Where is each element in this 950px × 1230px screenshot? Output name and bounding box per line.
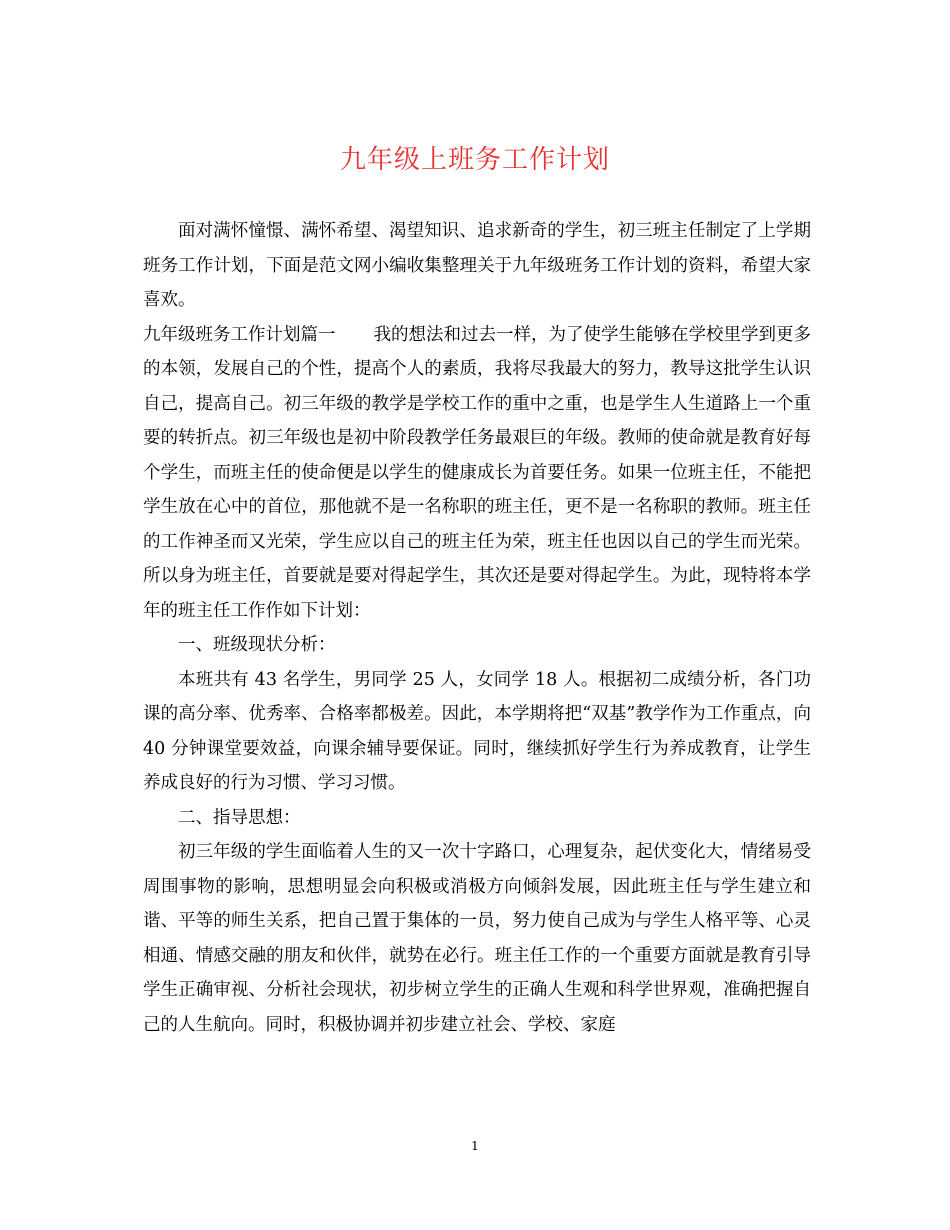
page-number: 1	[471, 1139, 479, 1153]
document-title: 九年级上班务工作计划	[339, 145, 610, 175]
section-text: 我的想法和过去一样，为了使学生能够在学校里学到更多的本领，发展自己的个性，提高个人的素质，我将尽我最大的努力，教导这批学生认识自己，提高自己。初三年级的教学是学校工作的重中之重，也是学生人生道路上一个重要的转折点。初三年级也是初中阶段教学任务最艰巨的年级。教师的使命就是教育好每个学生，而班主任的使命便是以学生的健康成长为首要任务。如果一位班主任，不能把学生放在心中的首位，那他就不是一名称职的班主任，更不是一名称职的教师。班主任的工作神圣而又光荣，学生应以自己的班主任为荣，班主任也因以自己的学生而光荣。所以身为班主任，首要就是要对得起学生，其次还是要对得起学生。为此，现特将本学年的班主任工作作如下计划：	[143, 324, 811, 621]
class-status-paragraph: 本班共有 43 名学生，男同学 25 人，女同学 18 人。根据初二成绩分析，各门功课的高分率、优秀率、合格率都极差。因此，本学期将把“双基”教学作为工作重点，向 40 分钟课堂要效益，向课余辅导要保证。同时，继续抓好学生行为养成教育，让学生养成良好的行为习惯、学习习惯。	[143, 669, 811, 793]
guiding-ideology-paragraph: 初三年级的学生面临着人生的又一次十字路口，心理复杂，起伏变化大，情绪易受周围事物的影响，思想明显会向积极或消极方向倾斜发展，因此班主任与学生建立和谐、平等的师生关系，把自己置于集体的一员，努力使自己成为与学生人格平等、心灵相通、情感交融的朋友和伙伴，就势在必行。班主任工作的一个重要方面就是教育引导学生正确审视、分析社会现状，初步树立学生的正确人生观和科学世界观，准确把握自己的人生航向。同时，积极协调并初步建立社会、学校、家庭	[143, 842, 811, 1035]
section-heading: 九年级班务工作计划篇一	[143, 324, 336, 345]
document-body	[143, 214, 811, 1042]
intro-paragraph: 面对满怀憧憬、满怀希望、渴望知识、追求新奇的学生，初三班主任制定了上学期班务工作计划，下面是范文网小编收集整理关于九年级班务工作计划的资料，希望大家喜欢。	[143, 221, 811, 310]
heading-class-status: 一、班级现状分析：	[178, 635, 336, 655]
section-paragraph	[143, 318, 811, 629]
heading-guiding-ideology: 二、指导思想：	[178, 807, 301, 828]
